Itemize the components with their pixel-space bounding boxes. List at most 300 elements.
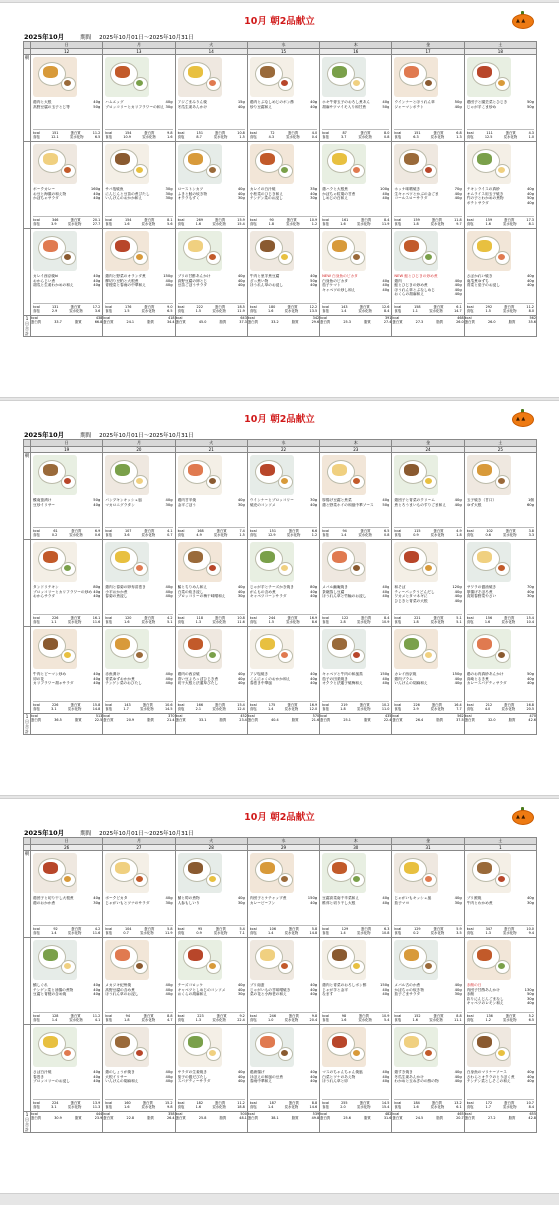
daily-total [175,714,247,735]
nutrition-block [178,216,245,226]
salt-value: 3.1 [51,706,57,711]
carb-value: 1.5 [239,134,245,139]
meal-label [24,142,31,229]
protein-label: 蛋白質 [433,528,444,533]
dish-name: じゃがいもとツナのサラダ [105,900,150,905]
dish-list [33,983,100,997]
nutrition-block [322,129,389,139]
dish-amount: 15g [237,100,245,104]
kcal-value: 128 [51,1013,59,1018]
salt-value: 1.4 [340,532,347,537]
dish-amount: 40g [237,672,245,676]
kcal-value: 176 [124,304,132,309]
carb-label: 炭水化物 [358,134,372,139]
protein-label: 蛋白質 [288,1013,299,1018]
dish-row [467,503,534,508]
weekday-header: 火 [175,440,247,447]
menu-cell [320,55,391,141]
carb-value: 10.4 [526,619,534,624]
nutrition-block [33,129,100,139]
carb-value: 12.0 [309,706,318,711]
carb-label: 炭水化物 [356,1104,371,1109]
menu-cell [392,627,463,713]
kcal-label: kcal [105,217,113,222]
weekday-header: 金 [392,440,464,447]
dish-name: おくらの胡麻和え [394,292,424,297]
dish-name: 炒り豆腐和え [249,104,272,109]
dish-name: チーズコロッケ [177,983,204,987]
dish-amount: 40g [165,100,173,104]
kcal-label: kcal [322,217,329,222]
dish-name: 焼売のコンソメ [249,502,276,507]
meal-photo [105,940,149,980]
total-kcal: 342 [312,316,320,320]
dish-name: 人参もしいり [177,900,200,905]
kcal-label: kcal [394,1013,402,1018]
nutrition-block [322,614,389,624]
dish-name: しめじの白和え [322,196,348,201]
pumpkin-icon: ▲ ▲ [512,11,534,29]
kcal-value: 122 [341,615,349,620]
nutrition-block [467,701,534,711]
salt-value: 1.0 [267,1017,274,1022]
protein-value: 6.3 [384,926,390,931]
dish-amount: 40g [237,104,245,109]
carb-label: 炭水化物 [67,1104,82,1109]
dish-amount: 40g [526,1074,534,1079]
protein-label: 蛋白質 [143,1013,154,1018]
nutrition-block [178,129,245,139]
dish-amount: 40g [526,283,534,288]
kcal-value: 94 [125,1013,130,1018]
kcal-label: kcal [394,217,402,222]
carb-label: 炭水化物 [141,532,156,537]
dish-amount: 40g [454,283,462,288]
menu-cell [465,540,536,626]
meal-photo [467,629,511,669]
protein-value: 9.2 [239,1013,245,1018]
salt-value: 1.6 [412,1017,418,1022]
dish-row [105,283,172,288]
total-protein: 25.6 [343,1116,351,1121]
kcal-label: kcal [177,1100,185,1105]
dish-amount: 40g [237,681,245,686]
salt-value: 3.9 [51,221,57,226]
kcal-label: kcal [33,615,40,620]
salt-label: 食塩 [33,532,40,537]
dish-amount: 40g [237,589,245,594]
dish-list [467,983,534,1006]
dish-name: 大根イリサー [105,1074,128,1079]
protein-value: 10.9 [381,1013,390,1018]
dish-amount: 40g [310,1079,318,1084]
kcal-value: 61 [53,528,58,533]
protein-value: 12.6 [381,304,390,309]
carb-value: 6.5 [528,1017,534,1022]
menu-cell [320,851,391,937]
dish-name: じゃがいもの甘味噌焼き [249,987,291,992]
dish-amount: 50g [310,278,318,283]
dish-amount: 40g [382,498,390,502]
dish-name: 椎茸と切り干し大根 [322,900,356,905]
kcal-value: 152 [414,1013,421,1018]
dish-name: ウインナーとほうれん草 [394,100,435,104]
dish-list [322,896,389,905]
salt-value: 1.4 [267,1104,274,1109]
salt-label: 食塩 [394,308,402,313]
kcal-value: 95 [197,926,203,931]
meal-photo [33,853,77,893]
kcal-label: kcal [33,304,40,309]
daily-total [464,714,536,735]
salt-value: 1.5 [124,308,130,313]
kcal-label: kcal [394,926,402,931]
protein-value: 16.9 [309,615,318,620]
meal-photo [33,1027,77,1067]
nutrition-block [394,925,461,935]
menu-cell [320,229,391,315]
carb-value: 8.0 [528,308,534,313]
dish-name: 鶏団子と園芸菜とひじき [466,100,508,104]
weekday-header: 木 [320,42,392,49]
kcal-value: 118 [196,615,203,620]
protein-value: 5.1 [456,615,462,620]
dish-name: 青菜ゆずおかか煮 [105,676,135,681]
protein-value: 8.4 [384,615,390,620]
dish-name: 白菜の炊き浸し [177,589,204,594]
menu-cell [103,938,174,1024]
nutrition-block [178,303,245,313]
dish-name: 鰆とちりめん和え [177,585,208,589]
dish-list [467,274,534,288]
weekday-header: 水 [247,42,319,49]
salt-label: 食塩 [394,619,402,624]
dish-row [467,283,534,288]
salt-value: 1.4 [51,930,57,935]
carb-value: 6.5 [167,308,173,313]
weekday-header: 土 [464,838,536,845]
menu-cell [31,1025,102,1111]
kcal-value: 151 [51,130,59,135]
total-fat: 49.8 [311,1116,320,1121]
dish-amount: 50g [93,104,101,109]
menu-cell [465,851,536,937]
weekday-header: 日 [31,838,103,845]
weekday-header: 土 [464,440,536,447]
dish-list [322,187,389,201]
salt-label: 食塩 [105,930,113,935]
menu-cell [176,851,247,937]
meal-label: 朝 [24,55,31,142]
dish-name: 厚揚げそぼろ煮 [466,589,493,594]
salt-label: 食塩 [177,1104,185,1109]
protein-label: 蛋白質 [216,1013,227,1018]
kcal-label: kcal [105,528,113,533]
carb-value: 14.5 [164,706,173,711]
kcal-value: 94 [342,528,347,533]
dish-row [178,105,245,110]
dish-name: かぼちゃ粒胡の甘煮 [322,191,356,196]
menu-cell [320,1025,391,1111]
kcal-value: 187 [269,1100,276,1105]
nutrition-block [33,925,100,935]
salt-label: 食塩 [322,532,329,537]
dish-row [394,196,461,201]
protein-value: 4.2 [94,926,101,931]
dish-row [467,201,534,206]
dish-list [250,585,317,599]
salt-value: 1.7 [485,1104,491,1109]
dish-row [322,594,389,599]
daily-total [392,316,464,337]
kcal-label: kcal [394,130,402,135]
period-label: 期間 [80,433,92,439]
protein-label: 蛋白質 [358,1013,370,1018]
total-protein: 27.3 [415,320,424,325]
carb-value: 5.4 [383,1017,390,1022]
kcal-value: 269 [196,217,203,222]
total-kcal: 470 [529,714,536,718]
protein-label: 蛋白質 [142,702,153,707]
weekday-header: 月 [103,838,175,845]
fat-label: 脂質 [508,320,516,325]
carb-label: 炭水化物 [286,619,300,624]
daily-total [103,316,175,337]
salt-label: 食塩 [322,1104,329,1109]
dish-amount: 50g [526,196,534,201]
dish-name: 赤飯 [466,992,475,997]
dish-name: 南瓜煮ゆずち [466,278,489,283]
kcal-value: 120 [124,615,132,620]
day-number: 31 [392,845,464,851]
kcal-value: 184 [413,1100,420,1105]
dish-amount: 40g [526,676,534,681]
total-protein: 24.1 [126,320,135,325]
meal-photo [33,542,77,582]
salt-label: 食塩 [105,619,113,624]
salt-label: 食塩 [394,221,402,226]
dish-amount: 40g [526,200,534,205]
dish-amount: 30g [454,992,462,997]
salt-label: 食塩 [33,930,40,935]
dish-name: メバル古のか煮 [394,983,421,987]
dish-amount: 30g [310,498,318,502]
weekday-header: 木 [320,838,392,845]
dish-list [178,896,245,905]
kcal-label: kcal [392,714,400,718]
dish-row [33,681,100,686]
daily-total [247,714,319,735]
dish-name: キャベツコーンサラダ [249,594,287,599]
dish-amount: 40g [165,585,173,589]
protein-label: 蛋白質 [70,1100,81,1105]
protein-label: 蛋白質 [464,320,475,325]
protein-label: 蛋白質 [320,320,331,325]
dish-list [394,1070,461,1084]
protein-label: 蛋白質 [175,1116,186,1121]
dish-row [178,283,245,288]
protein-label: 蛋白質 [103,718,114,723]
menu-cell [31,627,102,713]
kcal-label: kcal [177,1013,185,1018]
dish-list [322,1070,389,1084]
salt-label: 食塩 [249,706,257,711]
carb-value: 3.3 [528,532,534,537]
protein-label: 蛋白質 [286,217,297,222]
salt-value: 3.7 [340,134,347,139]
dish-amount: 40g [526,589,534,594]
kcal-value: 129 [414,926,421,931]
total-protein: 25.1 [343,718,351,723]
menu-cell [465,55,536,141]
carb-label: 炭水化物 [430,1104,445,1109]
day-number: 1 [464,845,536,851]
kcal-value: 92 [53,926,58,931]
dish-name: メバル幽庵焼き [322,585,348,589]
salt-label: 食塩 [177,532,185,537]
protein-label: 蛋白質 [144,528,155,533]
dish-list [105,896,172,905]
salt-value: 8.7 [196,134,202,139]
carb-label: 炭水化物 [212,1104,226,1109]
dish-name: 小平おかか煮 [105,589,128,594]
dish-amount: 40g [310,191,318,196]
protein-label: 蛋白質 [175,320,186,325]
dish-name: にんじんと豆苗の煮びたし [105,191,150,196]
protein-label: 蛋白質 [392,1116,403,1121]
salt-label: 食塩 [466,619,474,624]
kcal-label: kcal [247,1112,255,1116]
dish-row [250,283,317,288]
kcal-value: 159 [485,217,493,222]
menu-cell [103,1025,174,1111]
dish-name: 鶏肉と大根 [33,100,52,104]
kcal-label: kcal [249,615,257,620]
menu-cell [248,1025,319,1111]
protein-label: 蛋白質 [504,926,515,931]
dish-amount: 40g [237,283,245,288]
dish-amount: 40g [310,987,318,992]
meal-photo [467,455,511,495]
day-number: 27 [103,845,175,851]
salt-value: 12.9 [267,532,276,537]
carb-value: 11.6 [92,619,101,624]
kcal-label: kcal [464,316,472,320]
kcal-label: kcal [31,1112,38,1116]
dish-amount: 40g [93,983,101,987]
dish-amount: 40g [382,1070,390,1074]
nutrition-block [250,129,317,139]
menu-cell [31,142,102,228]
day-number: 17 [392,49,464,55]
salt-value: 1.8 [413,619,419,624]
carb-label: 炭水化物 [141,1017,156,1022]
protein-value: 8.1 [167,217,173,222]
dish-amount: 40g [526,1070,534,1074]
protein-value: 9.0 [167,304,173,309]
total-protein: 40.4 [271,718,279,723]
salt-label: 食塩 [322,134,329,139]
kcal-label: kcal [466,1013,474,1018]
dish-name: 玉子焼き（甘口） [466,498,497,502]
nutrition-block [467,1099,534,1109]
fat-label: 脂質 [364,1116,371,1121]
meal-photo [322,57,366,97]
protein-label: 蛋白質 [504,615,515,620]
kcal-value: 159 [413,217,420,222]
protein-label: 蛋白質 [103,320,114,325]
dish-name: ほぼえの和風の豆煮 [249,1074,284,1079]
dish-name: カリフラワー胡ゃサラダ [33,681,74,686]
kcal-value: 98 [341,1013,347,1018]
salt-value: 1.5 [195,308,202,313]
total-fat: 26.4 [167,1116,175,1121]
menu-cell [320,453,391,539]
menu-cell [103,627,174,713]
dish-amount: 40g [165,1079,173,1084]
protein-value: 15.2 [165,1100,173,1105]
salt-value: 1.6 [124,1104,130,1109]
carb-label: 炭水化物 [286,532,301,537]
menu-cell [31,55,102,141]
nutrition-block [178,527,245,537]
meal-photo [105,455,149,495]
carb-value: 14.6 [309,1104,318,1109]
fat-label: 脂質 [74,718,82,723]
protein-value: 4.3 [528,130,534,135]
dish-name: 柳切り豆粕と大根煮 [105,278,139,283]
dish-amount: 40g [93,196,101,201]
kcal-value: 154 [124,217,132,222]
dish-amount: 30g [165,900,173,905]
menu-cell [31,229,102,315]
protein-label: 蛋白質 [505,528,516,533]
weekday-header: 金 [392,838,464,845]
meal-photo [178,853,222,893]
dish-amount: 40g [310,1074,318,1079]
dish-row [394,1079,461,1084]
menu-cell [392,229,463,315]
dish-amount: 50g [382,104,390,109]
dish-list [105,187,172,201]
nutrition-block [33,216,100,226]
menu-cell [248,453,319,539]
kcal-label: kcal [466,926,474,931]
fat-label: 脂質 [508,1116,516,1121]
protein-label: 蛋白質 [392,718,403,723]
menu-cell [176,229,247,315]
salt-label: 食塩 [33,619,40,624]
total-fat: 42.6 [528,718,536,723]
carb-value: 3.5 [456,930,462,935]
nutrition-block [322,216,389,226]
salt-label: 食塩 [105,1017,113,1022]
kcal-label: kcal [322,702,329,707]
salt-label: 食塩 [322,706,329,711]
total-protein: 45.0 [198,320,207,325]
protein-label: 蛋白質 [215,1100,226,1105]
carb-label: 炭水化物 [213,930,228,935]
carb-label: 炭水化物 [140,706,154,711]
dish-row [178,594,245,599]
nutrition-block [105,129,172,139]
protein-label: 蛋白質 [175,718,186,723]
kcal-label: kcal [103,714,111,718]
nutrition-block [467,129,534,139]
total-fat: 27.4 [383,320,392,325]
kcal-label: kcal [249,528,257,533]
dish-row [322,196,389,201]
